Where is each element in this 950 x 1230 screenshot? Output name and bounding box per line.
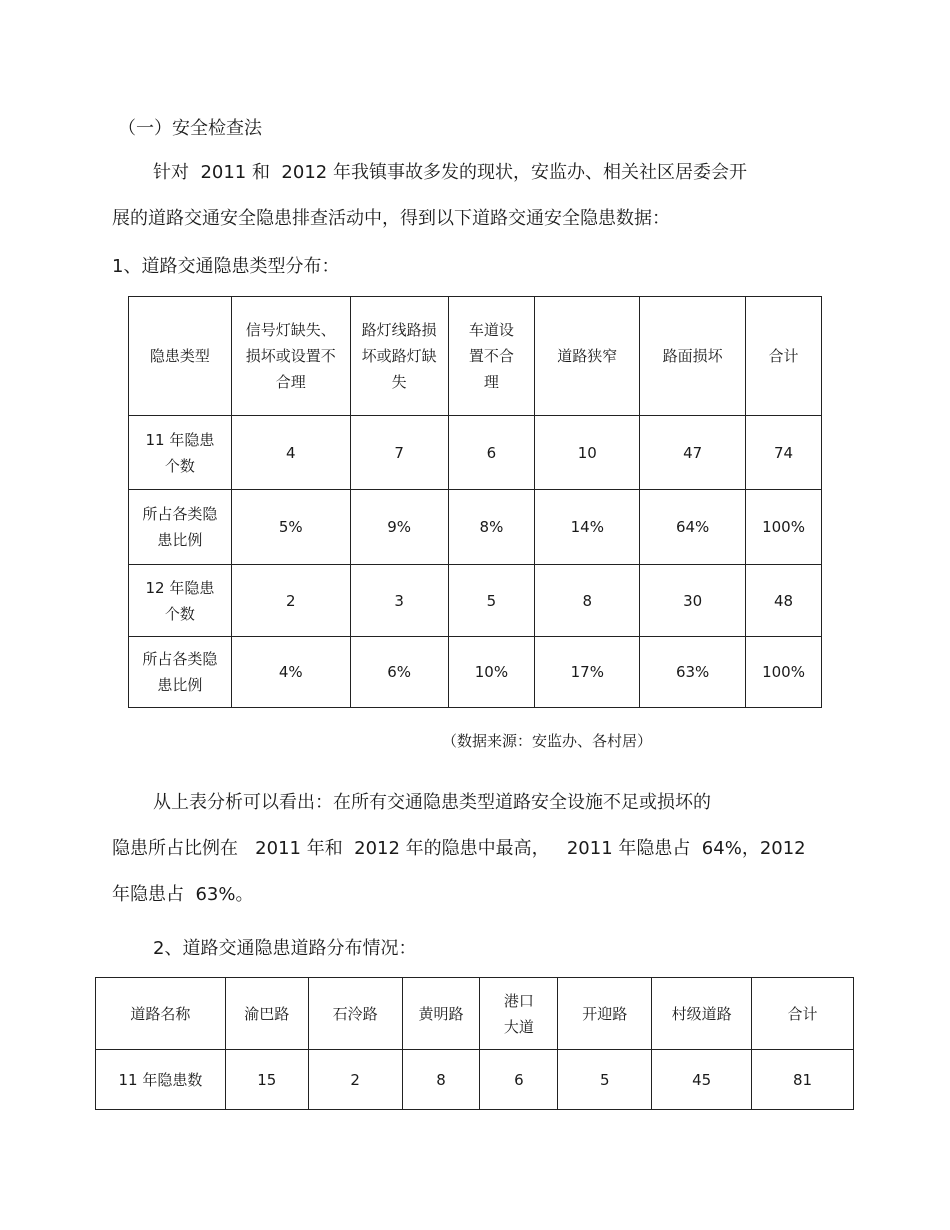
table-cell: 3 [350, 565, 448, 637]
table-row [129, 565, 822, 637]
table-cell: 14% [535, 490, 640, 565]
hazard-type-table [128, 296, 822, 708]
table-cell: 4% [231, 637, 350, 708]
table-cell: 45 [652, 1050, 752, 1110]
table-cell: 5 [448, 565, 535, 637]
table-cell: 9% [350, 490, 448, 565]
table1-title: 1、道路交通隐患类型分布： [112, 256, 340, 277]
table-cell: 100% [746, 637, 822, 708]
header-cell: 村级道路 [652, 978, 752, 1050]
header-cell: 合计 [752, 978, 854, 1050]
table-cell: 2 [231, 565, 350, 637]
row-label-cell: 11 年隐患个数 [129, 416, 232, 490]
table-cell: 10 [535, 416, 640, 490]
table-cell: 17% [535, 637, 640, 708]
table-cell: 64% [640, 490, 746, 565]
analysis-line-3: 年隐患占 63%。 [112, 884, 254, 905]
table-cell: 47 [640, 416, 746, 490]
intro-paragraph-line-1: 针对 2011 和 2012 年我镇事故多发的现状，安监办、相关社区居委会开 [153, 162, 747, 183]
header-cell: 渝巴路 [225, 978, 308, 1050]
section-heading: （一）安全检查法 [118, 118, 262, 139]
row-label-cell: 12 年隐患个数 [129, 565, 232, 637]
table-cell: 7 [350, 416, 448, 490]
table-cell: 63% [640, 637, 746, 708]
table-row [129, 637, 822, 708]
row-label-cell: 11 年隐患数 [96, 1050, 226, 1110]
table-cell: 6 [480, 1050, 558, 1110]
table-cell: 48 [746, 565, 822, 637]
table-header-row [96, 978, 854, 1050]
row-label-cell: 所占各类隐患比例 [129, 490, 232, 565]
table-row [129, 490, 822, 565]
analysis-line-1: 从上表分析可以看出：在所有交通隐患类型道路安全设施不足或损坏的 [153, 792, 711, 813]
table-cell: 100% [746, 490, 822, 565]
analysis-line-2: 隐患所占比例在 2011 年和 2012 年的隐患中最高， 2011 年隐患占 64%，2012 [112, 838, 806, 859]
header-cell: 合计 [746, 297, 822, 416]
table-cell: 4 [231, 416, 350, 490]
header-cell: 道路狭窄 [535, 297, 640, 416]
data-source-note: （数据来源：安监办、各村居） [442, 732, 653, 750]
intro-paragraph-line-2: 展的道路交通安全隐患排查活动中，得到以下道路交通安全隐患数据： [112, 208, 670, 229]
header-cell: 道路名称 [96, 978, 226, 1050]
header-cell: 隐患类型 [129, 297, 232, 416]
table-cell: 5 [558, 1050, 652, 1110]
table-cell: 6% [350, 637, 448, 708]
table-cell: 2 [308, 1050, 402, 1110]
row-label-cell: 所占各类隐患比例 [129, 637, 232, 708]
table2-title: 2、道路交通隐患道路分布情况： [153, 938, 417, 959]
table-row [129, 416, 822, 490]
table-cell: 30 [640, 565, 746, 637]
table-cell: 10% [448, 637, 535, 708]
table-row [96, 1050, 854, 1110]
header-cell: 石泠路 [308, 978, 402, 1050]
header-cell: 路灯线路损坏或路灯缺失 [350, 297, 448, 416]
table-header-row [129, 297, 822, 416]
table-cell: 6 [448, 416, 535, 490]
header-cell: 开迎路 [558, 978, 652, 1050]
header-cell: 路面损坏 [640, 297, 746, 416]
header-cell: 港口大道 [480, 978, 558, 1050]
header-cell: 信号灯缺失、损坏或设置不合理 [231, 297, 350, 416]
header-cell: 车道设置不合理 [448, 297, 535, 416]
table-cell: 8% [448, 490, 535, 565]
table-cell: 81 [752, 1050, 854, 1110]
header-cell: 黄明路 [402, 978, 480, 1050]
table-cell: 74 [746, 416, 822, 490]
hazard-road-table [95, 977, 854, 1110]
table-cell: 8 [535, 565, 640, 637]
table-cell: 8 [402, 1050, 480, 1110]
table-cell: 5% [231, 490, 350, 565]
table-cell: 15 [225, 1050, 308, 1110]
